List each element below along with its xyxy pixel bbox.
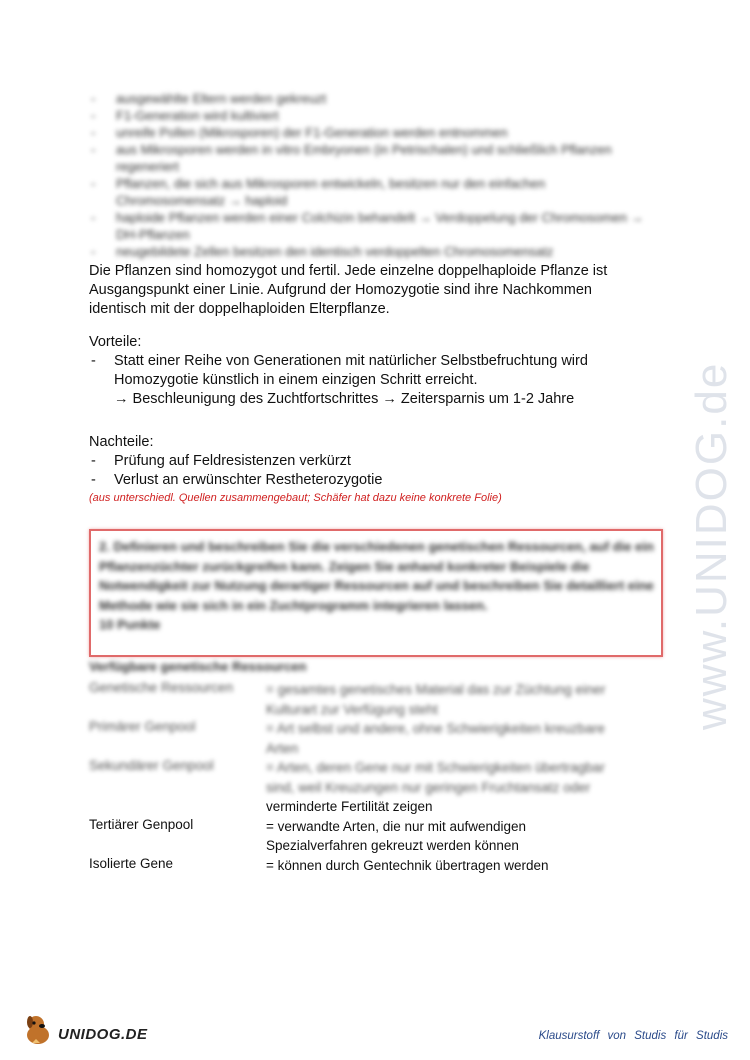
question-text <box>99 537 659 635</box>
resource-definition <box>266 680 669 719</box>
resource-row <box>89 680 669 719</box>
top-bullet-list <box>89 90 649 260</box>
unidog-logo <box>22 1013 152 1047</box>
watermark <box>687 280 736 730</box>
resource-row <box>89 856 669 876</box>
list-item: - Pflanzen, die sich aus Mikrosporen entwickeln, besitzen nur den einfachen Chromosomensatz → haploid <box>89 175 649 209</box>
list-item: - ausgewählte Eltern werden gekreuzt <box>89 90 649 107</box>
resource-row <box>89 719 669 758</box>
source-note: (aus unterschiedl. Quellen zusammengebaut; Schäfer hat dazu keine konkrete Folie) <box>89 492 502 504</box>
definition-line: = Arten, deren Gene nur mit Schwierigkeiten übertragbar <box>266 760 605 775</box>
definition-line: sind, weil Kreuzungen nur geringen Fruchtansatz oder <box>266 779 591 795</box>
resource-definition <box>266 856 669 876</box>
definition-line: = verwandte Arten, die nur mit aufwendigen <box>266 818 527 834</box>
resource-term: Genetische Ressourcen <box>89 680 234 695</box>
list-item: - neugebildete Zellen besitzen den identisch verdoppelten Chromosomensatz <box>89 243 649 260</box>
resource-definition <box>266 817 669 856</box>
resources-heading: Verfügbare genetische Ressourcen <box>89 659 307 674</box>
vorteile-heading: Vorteile: <box>89 334 142 350</box>
resource-term: Sekundärer Genpool <box>89 758 214 773</box>
definition-line: verminderte Fertilität zeigen <box>266 799 433 814</box>
list-item: - aus Mikrosporen werden in vitro Embryonen (in Petrischalen) und schließlich Pflanzen regeneriert <box>89 141 649 175</box>
list-item: - haploide Pflanzen werden einer Colchizin behandelt → Verdoppelung der Chromosomen → DH-Pflanzen <box>89 209 649 243</box>
nachteile-list <box>89 452 649 490</box>
definition-line: = gesamtes genetisches Material das zur Züchtung einer <box>266 682 606 697</box>
resource-term: Isolierte Gene <box>89 855 174 871</box>
definition-line: = können durch Gentechnik übertragen werden <box>266 857 549 873</box>
resource-row <box>89 817 669 856</box>
watermark-text: www.UNIDOG.de <box>687 361 736 730</box>
definition-line: Kulturart zur Verfügung steht <box>266 701 438 717</box>
nachteile-heading: Nachteile: <box>89 434 154 450</box>
resource-term: Primärer Genpool <box>89 719 196 734</box>
nachteile-item: - Verlust an erwünschter Restheterozygotie <box>89 471 649 490</box>
definition-line: Arten <box>266 740 299 756</box>
resources-table <box>89 680 669 875</box>
question-box <box>89 529 663 657</box>
definition-line: Spezialverfahren gekreuzt werden können <box>266 838 519 853</box>
logo-text: UNIDOG.DE <box>58 1026 148 1043</box>
vorteile-list <box>89 352 649 409</box>
vorteile-item-continuation: Homozygotie künstlich in einem einzigen Schritt erreicht. <box>114 372 478 388</box>
list-item: - F1-Generation wird kultiviert <box>89 107 649 124</box>
dog-icon <box>22 1013 62 1047</box>
vorteile-item-arrow-line: → Beschleunigung des Zuchtfortschrittes → Zeitersparnis um 1-2 Jahre <box>114 391 575 407</box>
definition-line: = Art selbst und andere, ohne Schwierigkeiten kreuzbare <box>266 721 605 736</box>
list-item: - unreife Pollen (Mikrosporen) der F1-Generation werden entnommen <box>89 124 649 141</box>
intro-paragraph: Die Pflanzen sind homozygot und fertil. Jede einzelne doppelhaploide Pflanze ist Ausgangspunkt einer Linie. Aufgrund der Homozygotie sind ihre Nachkommen identisch mit der doppelhaploiden Elterpflanze. <box>89 263 608 317</box>
question-points: 10 Punkte <box>99 617 161 632</box>
nachteile-item: - Prüfung auf Feldresistenzen verkürzt <box>89 452 649 471</box>
resource-definition <box>266 719 669 758</box>
vorteile-item: - Statt einer Reihe von Generationen mit natürlicher Selbstbefruchtung wird <box>89 352 649 371</box>
resource-row <box>89 758 669 817</box>
resource-term: Tertiärer Genpool <box>89 816 194 832</box>
resource-definition <box>266 758 669 817</box>
question-body: 2. Definieren und beschreiben Sie die verschiedenen genetischen Ressourcen, auf die ein Pflanzenzüchter zurückgreifen kann. Zeigen Sie anhand konkreter Beispiele die Notwendigkeit zur Nutzung derartiger Ressourcen auf und beschreiben Sie detailliert eine Methode wie sie sich in ein Zuchtprogramm integrieren lassen. <box>99 539 654 613</box>
footer-tagline: Klausurstoff von Studis für Studis <box>538 1030 728 1042</box>
